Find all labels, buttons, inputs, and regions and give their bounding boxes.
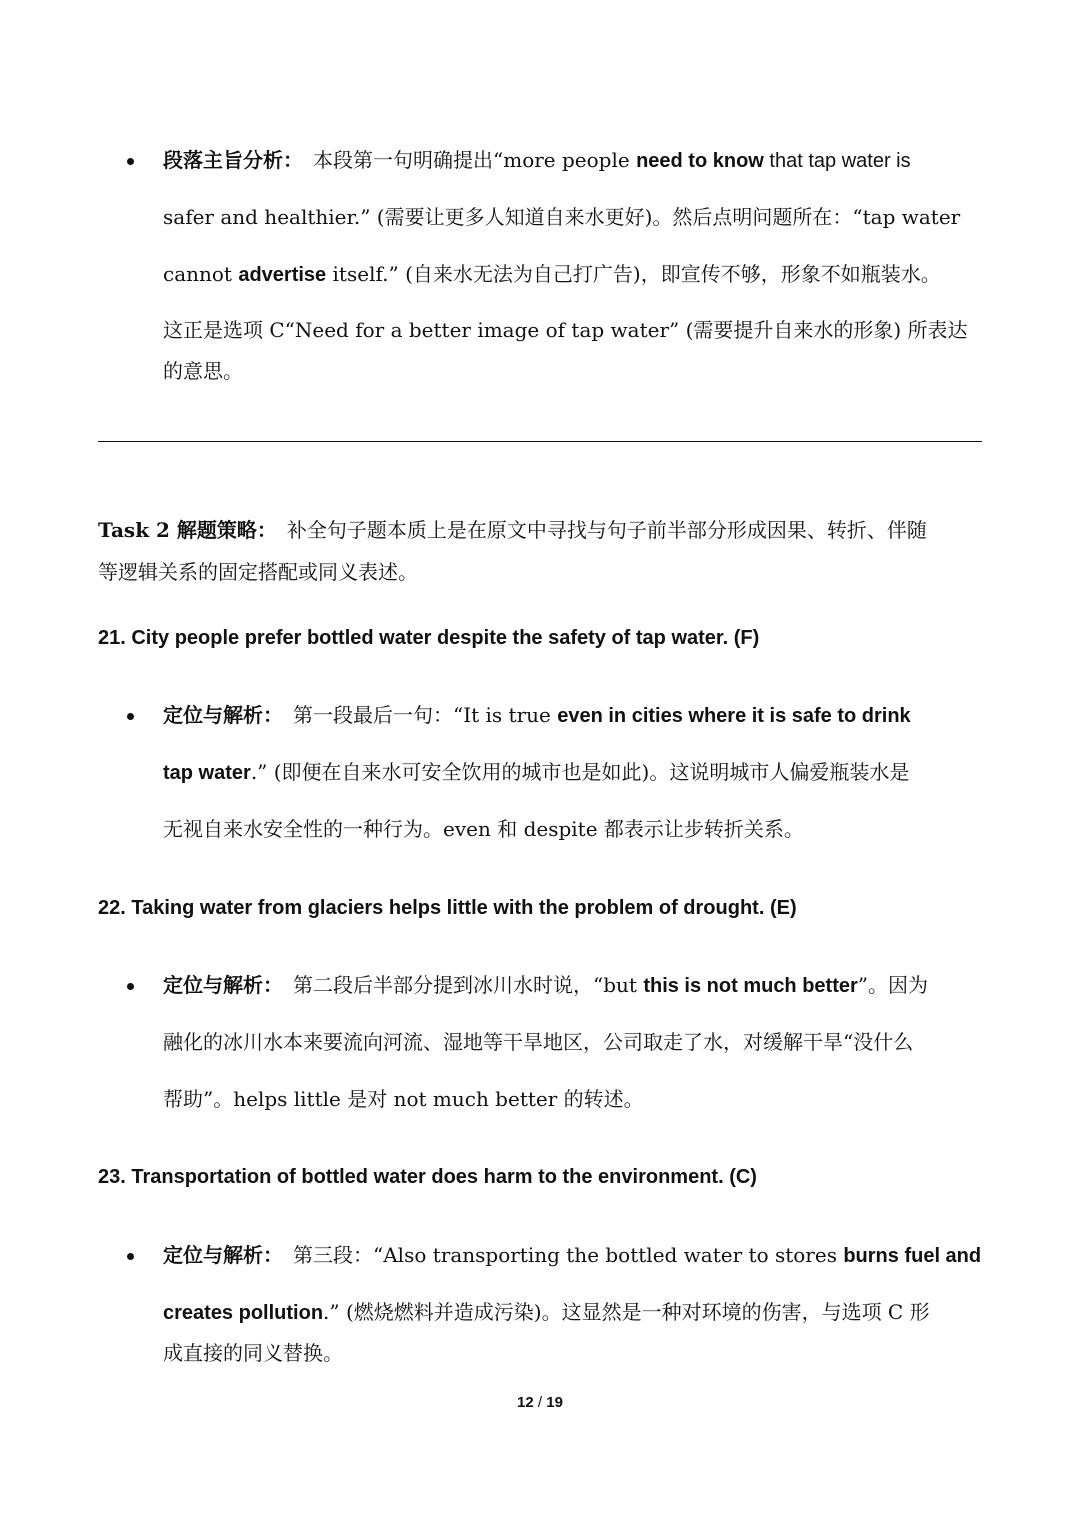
intro-line-5: 的意思。 <box>163 359 243 383</box>
q22-line-3: 帮助”。helps little 是对 not much better 的转述。 <box>163 1087 644 1111</box>
q23-line-2: creates pollution.” (燃烧燃料并造成污染)。这显然是一种对环境的伤害，与选项 C 形 <box>163 1300 930 1324</box>
q22-line-2: 融化的冰川水本来要流向河流、湿地等干旱地区，公司取走了水，对缓解干旱“没什么 <box>163 1030 914 1054</box>
q21-line-3: 无视自来水安全性的一种行为。even 和 despite 都表示让步转折关系。 <box>163 817 804 841</box>
intro-line-1: 段落主旨分析： 本段第一句明确提出“more people need to know that tap water is <box>163 148 911 172</box>
intro-line-4: 这正是选项 C“Need for a better image of tap water” (需要提升自来水的形象) 所表达 <box>163 318 968 342</box>
bullet-point <box>127 1253 134 1260</box>
intro-line-3: cannot advertise itself.” (自来水无法为自己打广告)，即宣传不够，形象不如瓶装水。 <box>163 262 941 286</box>
question-23-heading: 23. Transportation of bottled water does harm to the environment. (C) <box>98 1166 757 1188</box>
task2-line-1: Task 2 解题策略： 补全句子题本质上是在原文中寻找与句子前半部分形成因果、转折、伴随 <box>98 518 927 542</box>
page-number: 12 / 19 <box>517 1394 563 1411</box>
q21-line-2: tap water.” (即便在自来水可安全饮用的城市也是如此)。这说明城市人偏爱瓶装水是 <box>163 760 910 784</box>
q21-line-1: 定位与解析： 第一段最后一句：“It is true even in cities where it is safe to drink <box>163 703 911 727</box>
q22-line-1: 定位与解析： 第二段后半部分提到冰川水时说，“but this is not much better”。因为 <box>163 973 929 997</box>
task2-line-2: 等逻辑关系的固定搭配或同义表述。 <box>98 560 418 584</box>
intro-label: 段落主旨分析： <box>163 148 303 172</box>
q23-line-1: 定位与解析： 第三段：“Also transporting the bottled water to stores burns fuel and <box>163 1243 982 1267</box>
q21-label: 定位与解析： <box>163 703 283 727</box>
bullet-point <box>127 983 134 990</box>
bullet-point <box>127 713 134 720</box>
intro-line-2: safer and healthier.” (需要让更多人知道自来水更好)。然后点明问题所在：“tap water <box>163 205 961 229</box>
q23-line-3: 成直接的同义替换。 <box>163 1341 343 1365</box>
horizontal-divider <box>98 441 982 442</box>
question-22-heading: 22. Taking water from glaciers helps little with the problem of drought. (E) <box>98 897 797 919</box>
q22-label: 定位与解析： <box>163 973 283 997</box>
bullet-point <box>127 158 134 165</box>
question-21-heading: 21. City people prefer bottled water despite the safety of tap water. (F) <box>98 627 760 649</box>
q23-label: 定位与解析： <box>163 1243 283 1267</box>
task2-label: Task 2 解题策略： <box>98 518 277 542</box>
